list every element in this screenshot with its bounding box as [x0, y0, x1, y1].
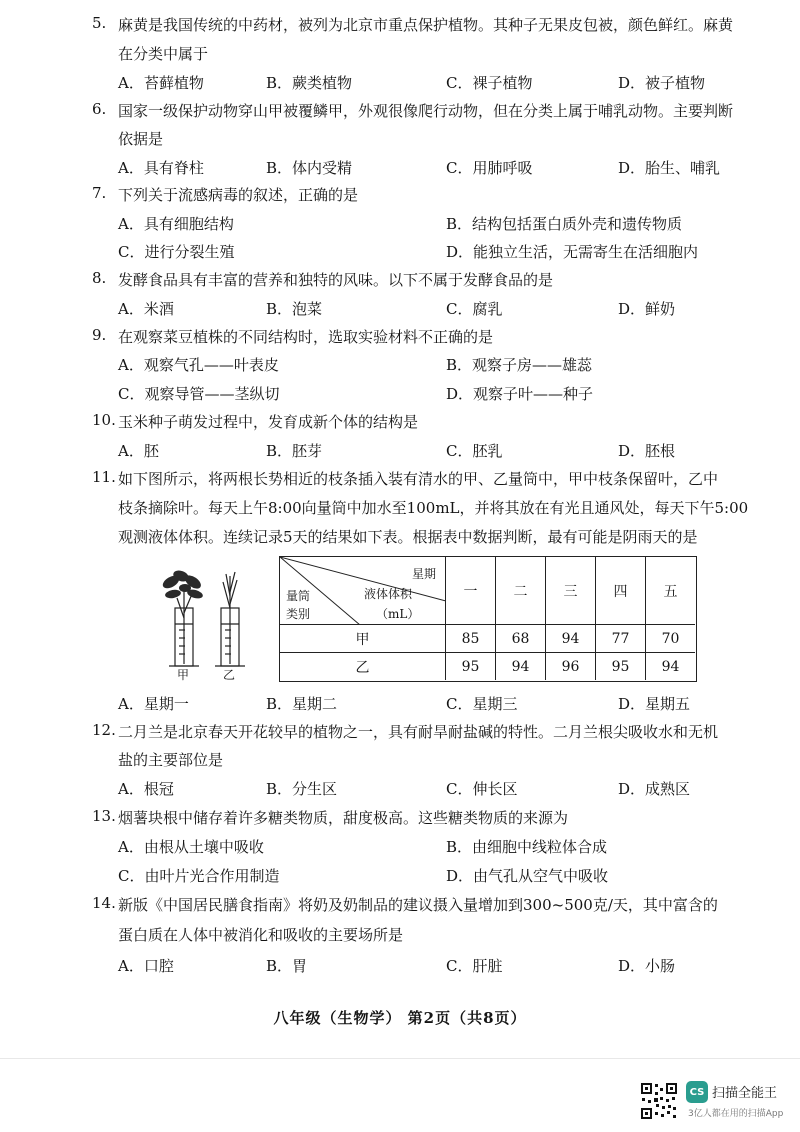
qr-code-graphic: [640, 1082, 678, 1120]
option-d: D．胎生、哺乳: [618, 159, 721, 177]
question-number: 6.: [92, 100, 107, 118]
option-d: D．小肠: [618, 957, 676, 975]
scanner-app-name: 扫描全能王: [712, 1086, 778, 1101]
question-stem-line: 二月兰是北京春天开花较早的植物之一，具有耐旱耐盐碱的特性。二月兰根尖吸收水和无机: [118, 723, 719, 741]
option-c: C．裸子植物: [446, 74, 533, 92]
question-stem-line: 盐的主要部位是: [118, 751, 224, 769]
question-stem-line: 烟薯块根中储存着许多糖类物质，甜度极高。这些糖类物质的来源为: [118, 809, 569, 827]
option-b: B．泡菜: [266, 300, 323, 318]
option-d: D．鲜奶: [618, 300, 676, 318]
option-a: A．根冠: [118, 780, 174, 798]
table-cell: 94: [496, 653, 546, 680]
option-a: A．星期一: [118, 695, 189, 713]
cylinder-figure: [155, 568, 265, 683]
option-c: C．观察导管——茎纵切: [118, 385, 280, 403]
day-header: 三: [546, 557, 596, 625]
option-c: C．伸长区: [446, 780, 518, 798]
table-cell: 95: [596, 653, 646, 680]
question-stem-line: 如下图所示，将两根长势相近的枝条插入装有清水的甲、乙量筒中，甲中枝条保留叶，乙中: [118, 470, 719, 488]
option-c: C．星期三: [446, 695, 518, 713]
table-cell: 68: [496, 625, 546, 653]
question-stem-line: 国家一级保护动物穿山甲被覆鳞甲，外观很像爬行动物，但在分类上属于哺乳动物。主要判断: [118, 102, 734, 120]
day-header: 四: [596, 557, 646, 625]
question-stem-line: 枝条摘除叶。每天上午8:00向量筒中加水至100mL，并将其放在有光且通风处，每天下午5:00: [118, 499, 749, 517]
figure-label-right: 乙: [223, 668, 236, 682]
option-d: D．能独立生活，无需寄生在活细胞内: [446, 243, 699, 261]
header-category-label: 类别: [286, 607, 311, 621]
option-a: A．具有脊柱: [118, 159, 204, 177]
results-table: [279, 556, 697, 682]
question-stem-line: 玉米种子萌发过程中，发育成新个体的结构是: [118, 413, 419, 431]
option-b: B．胚芽: [266, 442, 323, 460]
question-number: 13.: [92, 807, 116, 825]
question-stem-line: 麻黄是我国传统的中药材，被列为北京市重点保护植物。其种子无果皮包被，颜色鲜红。麻黄: [118, 16, 734, 34]
option-a: A．米酒: [118, 300, 174, 318]
question-number: 11.: [92, 468, 116, 486]
table-cell: 85: [446, 625, 496, 653]
row-label: 乙: [280, 653, 446, 680]
option-c: C．腐乳: [446, 300, 503, 318]
header-volume-label: 液体体积: [364, 587, 413, 601]
option-b: B．蕨类植物: [266, 74, 353, 92]
option-b: B．观察子房——雄蕊: [446, 356, 593, 374]
table-cell: 96: [546, 653, 596, 680]
option-a: A．胚: [118, 442, 159, 460]
option-c: C．用肺呼吸: [446, 159, 533, 177]
question-number: 12.: [92, 721, 116, 739]
option-b: B．由细胞中线粒体合成: [446, 838, 608, 856]
day-header: 一: [446, 557, 496, 625]
option-d: D．胚根: [618, 442, 676, 460]
header-cylinder-label: 量筒: [286, 589, 311, 603]
question-number: 8.: [92, 269, 107, 287]
day-header: 二: [496, 557, 546, 625]
page-footer: 八年级（生物学） 第2页（共8页）: [273, 1009, 527, 1027]
option-a: A．苔藓植物: [118, 74, 204, 92]
question-number: 5.: [92, 14, 107, 32]
table-cell: 95: [446, 653, 496, 680]
figure-label-left: 甲: [177, 668, 190, 682]
scanner-app-tagline: 3亿人都在用的扫描App: [688, 1109, 784, 1119]
question-number: 10.: [92, 411, 116, 429]
question-stem-line: 在分类中属于: [118, 45, 209, 63]
table-cell: 77: [596, 625, 646, 653]
option-b: B．结构包括蛋白质外壳和遗传物质: [446, 215, 683, 233]
header-unit-label: （mL）: [376, 607, 420, 621]
option-d: D．观察子叶——种子: [446, 385, 594, 403]
option-b: B．分生区: [266, 780, 338, 798]
question-stem-line: 发酵食品具有丰富的营养和独特的风味。以下不属于发酵食品的是: [118, 271, 554, 289]
page-divider: [0, 1058, 800, 1059]
option-c: C．进行分裂生殖: [118, 243, 235, 261]
qr-code-icon: [640, 1082, 678, 1120]
cylinder-illustration: [155, 568, 265, 683]
day-header: 五: [646, 557, 695, 625]
question-stem-line: 依据是: [118, 130, 164, 148]
option-d: D．由气孔从空气中吸收: [446, 867, 609, 885]
question-stem-line: 新版《中国居民膳食指南》将奶及奶制品的建议摄入量增加到300~500克/天，其中富含的: [118, 896, 718, 914]
option-b: B．体内受精: [266, 159, 353, 177]
option-b: B．胃: [266, 957, 308, 975]
option-b: B．星期二: [266, 695, 338, 713]
header-diagonal-cell: [280, 557, 446, 625]
option-c: C．肝脏: [446, 957, 503, 975]
option-a: A．口腔: [118, 957, 174, 975]
option-c: C．由叶片光合作用制造: [118, 867, 280, 885]
table-cell: 94: [546, 625, 596, 653]
option-d: D．星期五: [618, 695, 691, 713]
question-stem-line: 下列关于流感病毒的叙述，正确的是: [118, 186, 359, 204]
option-c: C．胚乳: [446, 442, 503, 460]
option-d: D．成熟区: [618, 780, 691, 798]
question-number: 9.: [92, 326, 107, 344]
row-label: 甲: [280, 625, 446, 653]
option-a: A．观察气孔——叶表皮: [118, 356, 279, 374]
table-cell: 94: [661, 658, 680, 675]
header-day-label: 星期: [412, 567, 437, 581]
question-stem-line: 蛋白质在人体中被消化和吸收的主要场所是: [118, 926, 404, 944]
scanner-app-logo-icon: CS: [686, 1081, 708, 1103]
question-number: 14.: [92, 894, 116, 912]
question-stem-line: 在观察菜豆植株的不同结构时，选取实验材料不正确的是: [118, 328, 494, 346]
option-a: A．由根从土壤中吸收: [118, 838, 264, 856]
table-cell: 70: [646, 625, 695, 653]
option-d: D．被子植物: [618, 74, 706, 92]
question-number: 7.: [92, 184, 107, 202]
option-a: A．具有细胞结构: [118, 215, 234, 233]
question-stem-line: 观测液体体积。连续记录5天的结果如下表。根据表中数据判断，最有可能是阴雨天的是: [118, 528, 698, 546]
